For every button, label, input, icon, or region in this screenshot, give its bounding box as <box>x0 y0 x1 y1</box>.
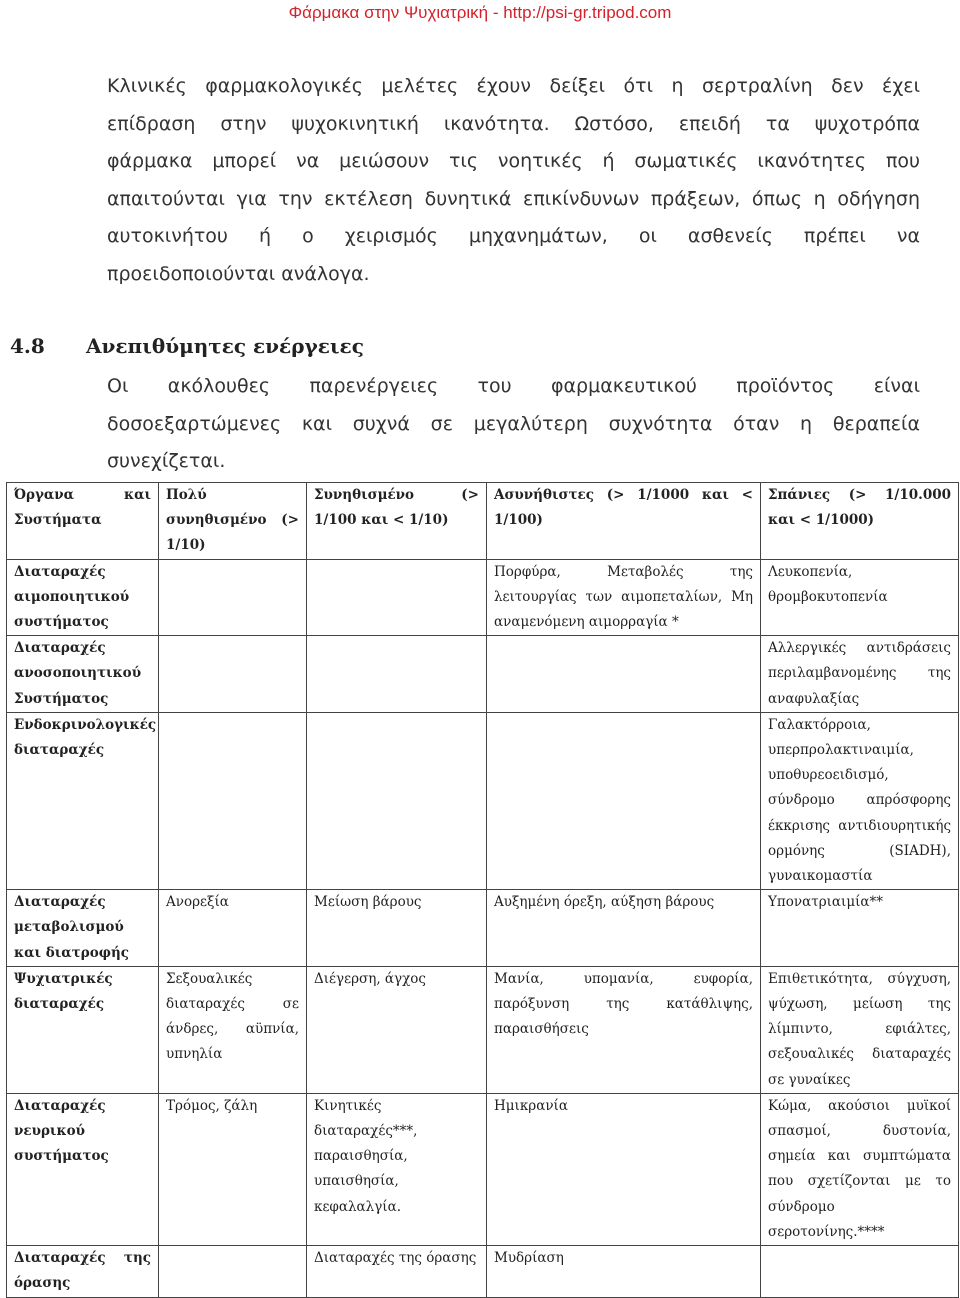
table-row <box>7 1246 959 1297</box>
header-cell: Πολύ συνηθισμένο (> 1/10) <box>159 483 307 560</box>
rare-cell: Γαλακτόρροια, υπερπρολακτιναιμία, υποθυρεοειδισμό, σύνδρομο απρόσφορης έκκρισης αντιδιουρητικής ορμόνης (SIADH), γυναικομαστία <box>761 712 959 889</box>
system-cell: Ενδοκρινολογικές διαταραχές <box>7 712 159 889</box>
common-cell <box>307 636 487 713</box>
very-common-cell <box>159 559 307 636</box>
paragraph-line: απαιτούνται για την εκτέλεση δυνητικά επικίνδυνων πράξεων, όπως η οδήγηση <box>107 187 920 210</box>
table-row <box>7 1093 959 1245</box>
paragraph-line: φάρμακα μπορεί να μειώσουν τις νοητικές ή σωματικές ικανότητες που <box>107 150 920 173</box>
section-title: Ανεπιθύμητες ενέργειες <box>86 334 364 358</box>
rare-cell: Υπονατριαιμία** <box>761 890 959 967</box>
uncommon-cell <box>487 712 761 889</box>
very-common-cell: Τρόμος, ζάλη <box>159 1093 307 1245</box>
adverse-effects-table <box>6 482 959 1298</box>
table-row <box>7 966 959 1093</box>
common-cell <box>307 712 487 889</box>
paragraph-line: προειδοποιούνται ανάλογα. <box>107 262 370 285</box>
paragraph-line: Κλινικές φαρμακολογικές μελέτες έχουν δείξει ότι η σερτραλίνη δεν έχει <box>107 75 920 97</box>
header-cell: Ασυνήθιστες (> 1/1000 και < 1/100) <box>487 483 761 560</box>
common-cell: Κινητικές διαταραχές***, παραισθησία, υπαισθησία, κεφαλαλγία. <box>307 1093 487 1245</box>
paragraph-line: αυτοκινήτου ή ο χειρισμός μηχανημάτων, οι ασθενείς πρέπει να <box>107 225 920 248</box>
system-cell: Διαταραχές της όρασης <box>7 1246 159 1297</box>
table-header-row <box>7 483 959 560</box>
rare-cell <box>761 1246 959 1297</box>
uncommon-cell: Αυξημένη όρεξη, αύξηση βάρους <box>487 890 761 967</box>
rare-cell: Κώμα, ακούσιοι μυϊκοί σπασμοί, δυστονία, σημεία και συμπτώματα που σχετίζονται με το σύνδρομο σεροτονίνης.**** <box>761 1093 959 1245</box>
intro-paragraph <box>107 68 920 294</box>
table-row <box>7 559 959 636</box>
system-cell: Διαταραχές νευρικού συστήματος <box>7 1093 159 1245</box>
uncommon-cell: Μανία, υπομανία, ευφορία, παρόξυνση της κατάθλιψης, παραισθήσεις <box>487 966 761 1093</box>
very-common-cell: Σεξουαλικές διαταραχές σε άνδρες, αϋπνία, υπνηλία <box>159 966 307 1093</box>
paragraph-line: συνεχίζεται. <box>107 450 226 473</box>
header-cell: Σπάνιες (> 1/10.000 και < 1/1000) <box>761 483 959 560</box>
header-cell: Συνηθισμένο (> 1/100 και < 1/10) <box>307 483 487 560</box>
uncommon-cell: Ημικρανία <box>487 1093 761 1245</box>
system-cell: Διαταραχές μεταβολισμού και διατροφής <box>7 890 159 967</box>
rare-cell: Αλλεργικές αντιδράσεις περιλαμβανομένης της αναφυλαξίας <box>761 636 959 713</box>
rare-cell: Λευκοπενία, θρομβοκυτοπενία <box>761 559 959 636</box>
uncommon-cell: Πορφύρα, Μεταβολές της λειτουργίας των αιμοπεταλίων, Μη αναμενόμενη αιμορραγία * <box>487 559 761 636</box>
section-paragraph <box>107 368 920 481</box>
very-common-cell: Ανορεξία <box>159 890 307 967</box>
table-row <box>7 636 959 713</box>
common-cell <box>307 559 487 636</box>
section-number: 4.8 <box>10 334 45 358</box>
system-cell: Διαταραχές αιμοποιητικού συστήματος <box>7 559 159 636</box>
very-common-cell <box>159 1246 307 1297</box>
common-cell: Μείωση βάρους <box>307 890 487 967</box>
paragraph-line: δοσοεξαρτώμενες και συχνά σε μεγαλύτερη συχνότητα όταν η θεραπεία <box>107 412 920 435</box>
very-common-cell <box>159 712 307 889</box>
table-row <box>7 890 959 967</box>
header-cell: Όργανα και Συστήματα <box>7 483 159 560</box>
rare-cell: Επιθετικότητα, σύγχυση, ψύχωση, μείωση της λίμπιντο, εφιάλτες, σεξουαλικές διαταραχές σε γυναίκες <box>761 966 959 1093</box>
table-row <box>7 712 959 889</box>
system-cell: Διαταραχές ανοσοποιητικού Συστήματος <box>7 636 159 713</box>
uncommon-cell: Μυδρίαση <box>487 1246 761 1297</box>
page-header: Φάρμακα στην Ψυχιατρική - http://psi-gr.tripod.com <box>288 3 672 22</box>
common-cell: Διαταραχές της όρασης <box>307 1246 487 1297</box>
uncommon-cell <box>487 636 761 713</box>
common-cell: Διέγερση, άγχος <box>307 966 487 1093</box>
paragraph-line: επίδραση στην ψυχοκινητική ικανότητα. Ωστόσο, επειδή τα ψυχοτρόπα <box>107 112 920 135</box>
system-cell: Ψυχιατρικές διαταραχές <box>7 966 159 1093</box>
very-common-cell <box>159 636 307 713</box>
section-heading <box>10 334 364 358</box>
paragraph-line: Οι ακόλουθες παρενέργειες του φαρμακευτικού προϊόντος είναι <box>107 375 920 397</box>
